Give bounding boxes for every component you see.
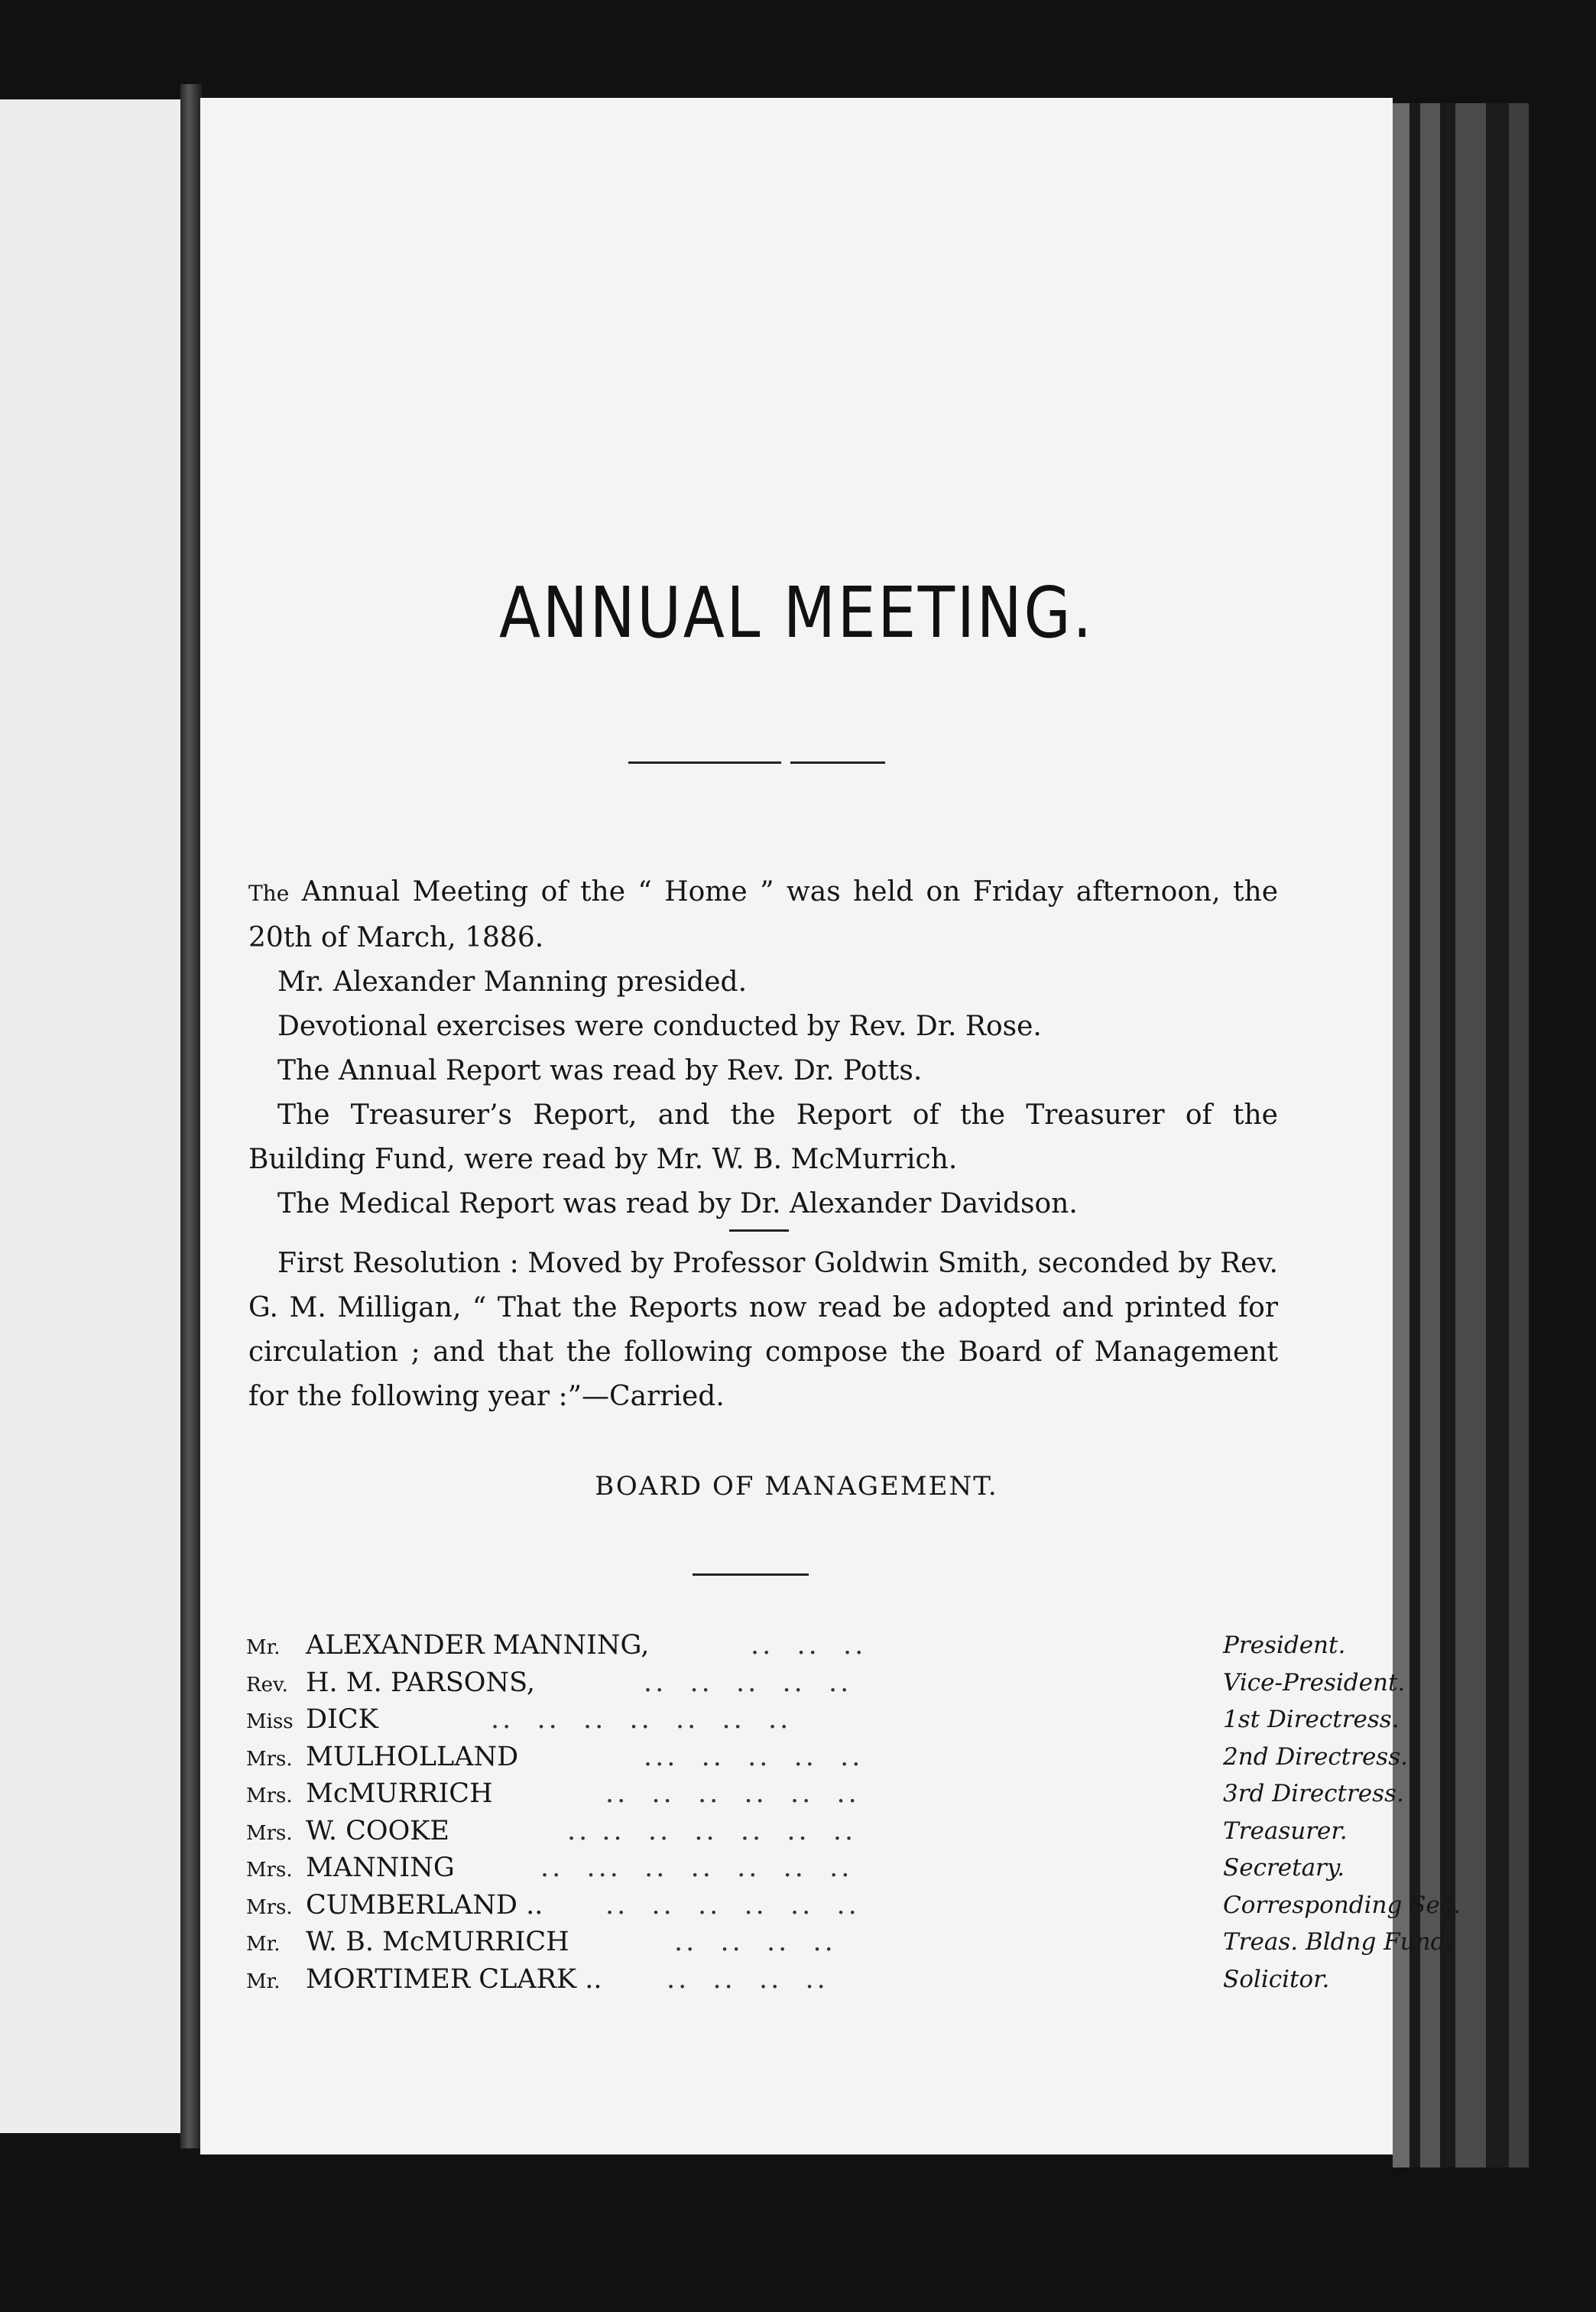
leader-dots: .. .. .. .. .. .. [605, 1889, 860, 1921]
member-name: CUMBERLAND .. [306, 1889, 543, 1921]
member-role: 3rd Directress. [1223, 1780, 1404, 1807]
member-role: Secretary. [1223, 1854, 1345, 1882]
member-name: H. M. PARSONS, [306, 1667, 535, 1698]
paragraph-medical-report: The Medical Report was read by Dr. Alexander Davidson. [277, 1188, 1078, 1219]
leader-dots: .. ... .. .. .. .. .. [540, 1853, 853, 1883]
board-row [246, 1889, 1461, 1927]
member-name: ALEXANDER MANNING, [306, 1630, 650, 1661]
member-role: Treasurer. [1223, 1817, 1348, 1845]
honorific: Mrs. [246, 1784, 293, 1807]
honorific: Mrs. [246, 1859, 293, 1882]
page-edge [1509, 103, 1529, 2168]
member-name: MULHOLLAND [306, 1741, 519, 1772]
leader-dots: .. .. .. .. .. .. .. [567, 1815, 857, 1846]
paragraph-presided: Mr. Alexander Manning presided. [277, 966, 748, 998]
board-row [246, 1667, 1406, 1705]
page-edge [1455, 103, 1486, 2168]
resolution-rule [729, 1229, 789, 1232]
leader-dots: .. .. .. [751, 1630, 867, 1661]
board-row [246, 1853, 1345, 1890]
title-rule-right [790, 761, 885, 764]
member-role: Solicitor. [1223, 1965, 1330, 1993]
document-page [200, 98, 1461, 2155]
paragraph-first-resolution: First Resolution : Moved by Professor Goldwin Smith, seconded by Rev. G. M. Milligan, “ That the Reports now read be adopted and printed for circulation ; and that the following compose the Board of Management for the following year :”—Carried. [248, 1248, 1278, 1412]
honorific: Rev. [246, 1673, 288, 1697]
board-row [246, 1741, 1408, 1779]
honorific: Mrs. [246, 1895, 293, 1919]
lead-word: The [248, 881, 290, 906]
leader-dots: .. .. .. .. .. .. [605, 1778, 860, 1809]
paragraph-treasurer-report: The Treasurer’s Report, and the Report of the Treasurer of the Building Fund, were read by Mr. W. B. McMurrich. [248, 1099, 1278, 1175]
member-name: McMURRICH [306, 1778, 493, 1809]
member-name: W. COOKE [306, 1815, 449, 1846]
board-row [246, 1630, 1346, 1667]
honorific: Mrs. [246, 1747, 293, 1771]
board-list [246, 1630, 1461, 2001]
board-row [246, 1778, 1404, 1816]
page-edge [1409, 103, 1420, 2168]
leader-dots: .. .. .. .. [667, 1963, 829, 1995]
book-spine [180, 84, 202, 2148]
facing-page [0, 99, 183, 2133]
member-name: MANNING [306, 1853, 455, 1883]
member-role: Corresponding Sec. [1223, 1891, 1461, 1919]
page-title: ANNUAL MEETING. [498, 572, 1095, 654]
board-row [246, 1815, 1348, 1853]
member-name: MORTIMER CLARK .. [306, 1963, 602, 1995]
paragraph-devotional: Devotional exercises were conducted by Rev. Dr. Rose. [277, 1011, 1042, 1042]
section-gap [248, 1226, 1278, 1242]
honorific: Mr. [246, 1933, 281, 1956]
meeting-minutes [248, 870, 1278, 1419]
honorific: Mr. [246, 1636, 281, 1659]
board-row [246, 1704, 1400, 1742]
board-row [246, 1963, 1330, 2002]
title-rule-left [628, 761, 781, 764]
leader-dots: .. .. .. .. [674, 1927, 836, 1957]
page-edge [1440, 103, 1455, 2168]
page-edge [1393, 103, 1409, 2168]
leader-dots: ... .. .. .. .. [644, 1741, 864, 1772]
member-role: 1st Directress. [1223, 1706, 1400, 1733]
page-edge [1486, 103, 1509, 2168]
honorific: Mr. [246, 1969, 281, 1993]
leader-dots: .. .. .. .. .. [644, 1667, 852, 1698]
honorific: Miss [246, 1710, 294, 1733]
member-role: Treas. Bldng Fund. [1223, 1928, 1454, 1956]
honorific: Mrs. [246, 1821, 293, 1845]
member-name: DICK [306, 1704, 378, 1735]
leader-dots: .. .. .. .. .. .. .. [491, 1704, 792, 1735]
board-heading: BOARD OF MANAGEMENT. [595, 1471, 998, 1502]
page-edge [1420, 103, 1440, 2168]
paragraph-annual-report: The Annual Report was read by Rev. Dr. Potts. [277, 1055, 923, 1086]
member-role: President. [1223, 1632, 1346, 1659]
board-rule [693, 1573, 809, 1576]
member-role: 2nd Directress. [1223, 1742, 1408, 1771]
member-name: W. B. McMURRICH [306, 1927, 569, 1957]
board-row [246, 1927, 1454, 1964]
member-role: Vice-President. [1223, 1668, 1406, 1697]
paragraph-intro: The Annual Meeting of the “ Home ” was held on Friday afternoon, the 20th of March, 1886. [248, 876, 1278, 953]
